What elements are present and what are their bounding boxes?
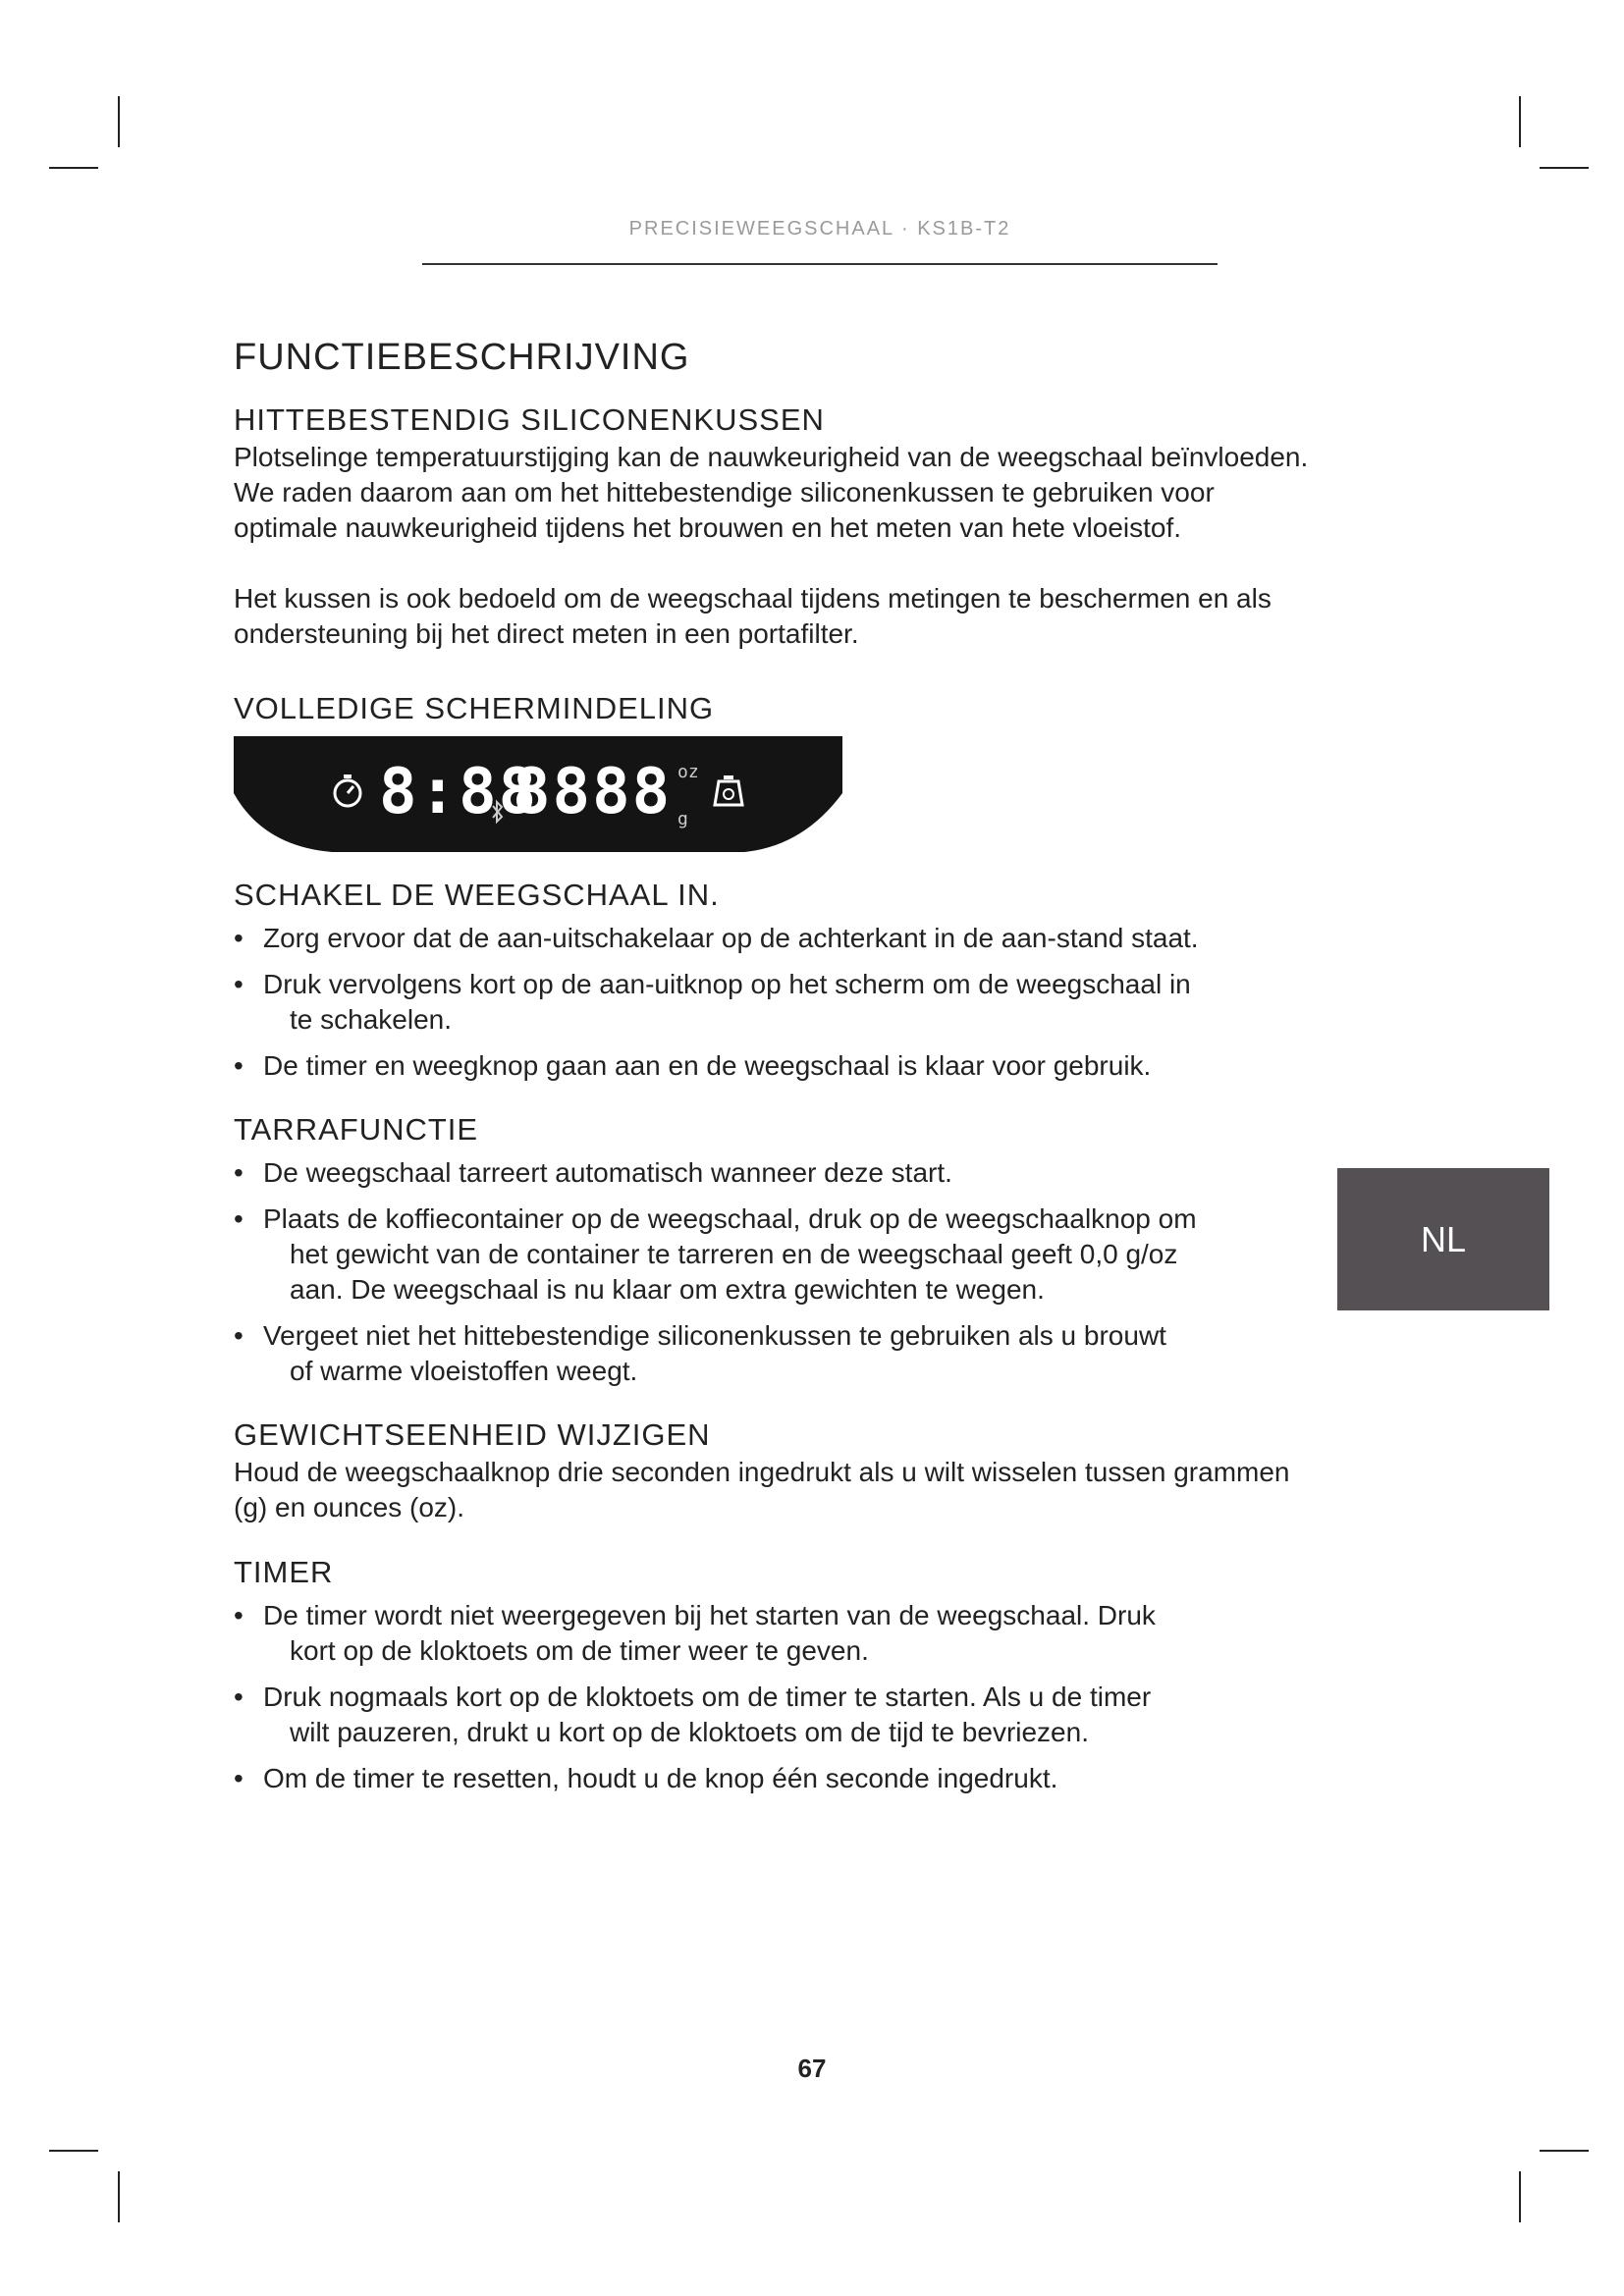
section-heading-timer: TIMER [234,1555,334,1589]
section-heading-tare: TARRAFUNCTIE [234,1112,479,1147]
tare-list [234,1155,1314,1389]
list-item: • De timer wordt niet weergegeven bij het starten van de weegschaal. Druk kort op de kloktoets om de timer weer te geven. [234,1598,1314,1669]
language-tab: NL [1337,1168,1549,1310]
list-item: • Vergeet niet het hittebestendige siliconenkussen te gebruiken als u brouwt of warme vloeistoffen weegt. [234,1318,1314,1389]
section-heading-weight-unit: GEWICHTSEENHEID WIJZIGEN [234,1417,711,1452]
list-item: • Plaats de koffiecontainer op de weegschaal, druk op de weegschaalknop om het gewicht van de container te tarreren en de weegschaal geeft 0,0 g/oz aan. De weegschaal is nu klaar om extra gewichten te wegen. [234,1201,1314,1308]
page-number: 67 [797,2054,827,2083]
unit-oz-label: oz [677,762,699,782]
list-item: • Om de timer te resetten, houdt u de knop één seconde ingedrukt. [234,1761,1314,1796]
bluetooth-icon [491,799,505,825]
crop-mark-tr-h [1540,167,1589,169]
scale-icon [711,774,746,809]
section-heading-display-layout: VOLLEDIGE SCHERMINDELING [234,691,715,725]
weight-unit-paragraph: Houd de weegschaalknop drie seconden ingedrukt als u wilt wisselen tussen grammen (g) en ounces (oz). [234,1457,1290,1522]
scale-display-illustration [234,736,842,852]
display-weight-digits: 8888 [513,756,673,828]
crop-mark-br-v [1519,2171,1521,2222]
timer-list [234,1598,1314,1796]
power-on-list [234,921,1314,1084]
unit-g-label: g [677,809,688,829]
crop-mark-bl-v [118,2171,120,2222]
list-item: • De weegschaal tarreert automatisch wanneer deze start. [234,1155,1314,1191]
silicone-pad-paragraph-1: Plotselinge temperatuurstijging kan de nauwkeurigheid van de weegschaal beïnvloeden. We raden daarom aan om het hittebestendige siliconenkussen te gebruiken voor optimale nauwkeurigheid tijdens het brouwen en het meten van hete vloeistof. [234,442,1309,543]
header-rule [422,263,1218,265]
list-item: • De timer en weegknop gaan aan en de weegschaal is klaar voor gebruik. [234,1048,1314,1084]
list-item: • Zorg ervoor dat de aan-uitschakelaar op de achterkant in de aan-stand staat. [234,921,1314,956]
crop-mark-tr-v [1519,96,1521,147]
running-header: PRECISIEWEEGSCHAAL · KS1B-T2 [628,218,1011,240]
crop-mark-tl-v [118,96,120,147]
main-content [234,334,1314,1807]
list-item: • Druk nogmaals kort op de kloktoets om de timer te starten. Als u de timer wilt pauzeren, drukt u kort op de kloktoets om de tijd te bevriezen. [234,1680,1314,1750]
display-timer-digits: 8:88 [379,756,539,828]
silicone-pad-paragraph-2: Het kussen is ook bedoeld om de weegschaal tijdens metingen te beschermen en als ondersteuning bij het direct meten in een portafilter. [234,583,1272,649]
list-item: • Druk vervolgens kort op de aan-uitknop op het scherm om de weegschaal in te schakelen. [234,967,1314,1038]
section-heading-silicone-pad: HITTEBESTENDIG SILICONENKUSSEN [234,402,825,437]
section-heading-power-on: SCHAKEL DE WEEGSCHAAL IN. [234,878,720,912]
crop-mark-tl-h [49,167,98,169]
page-title: FUNCTIEBESCHRIJVING [234,337,690,378]
stopwatch-icon [328,772,367,811]
crop-mark-bl-h [49,2150,98,2152]
crop-mark-br-h [1540,2150,1589,2152]
